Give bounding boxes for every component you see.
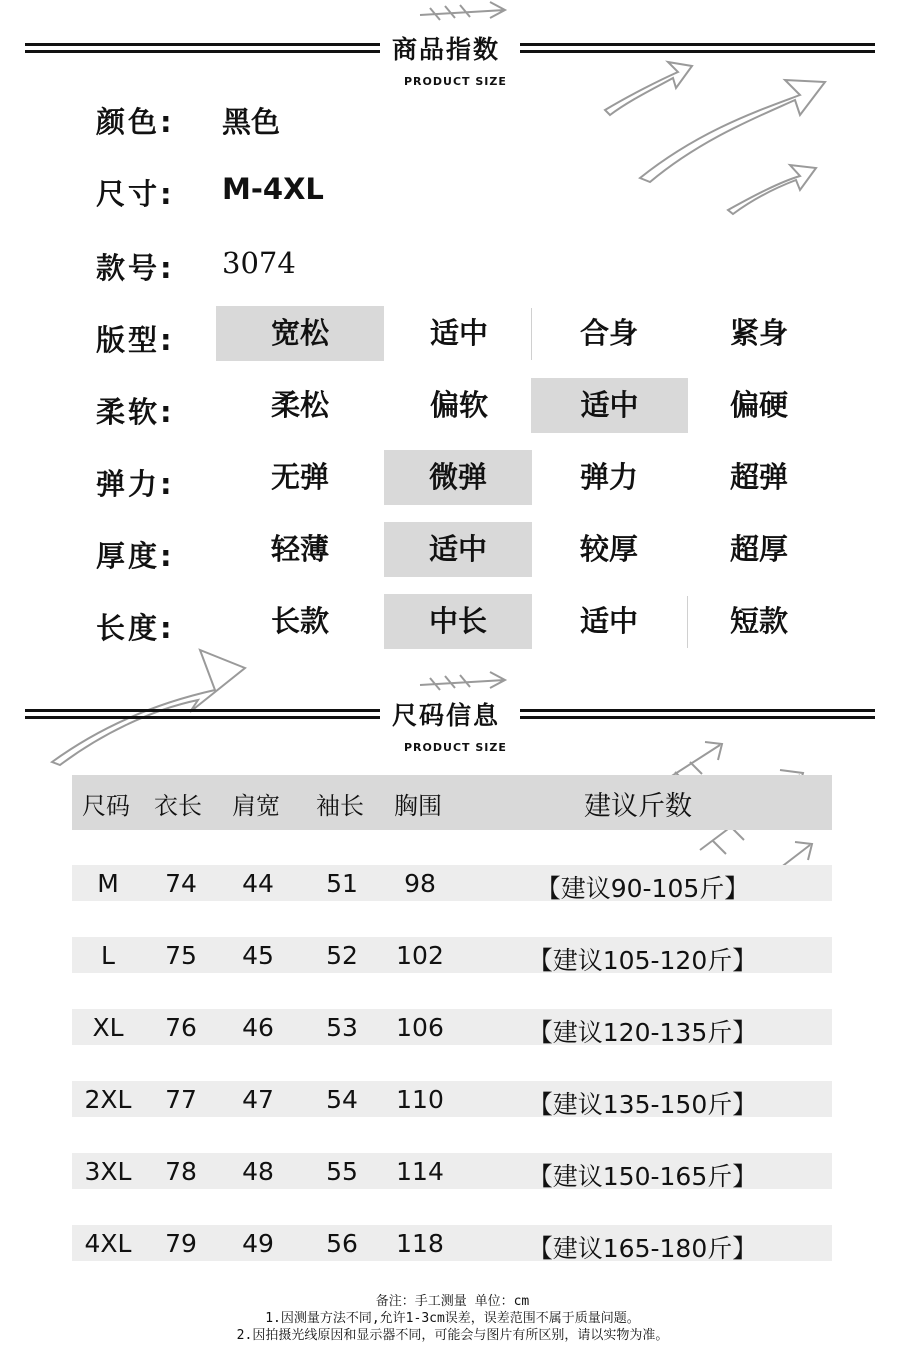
table-cell: 45	[242, 941, 274, 970]
footer-note-2: 2.因拍摄光线原因和显示器不同，可能会与图片有所区别，请以实物为准。	[236, 1328, 669, 1343]
header-line-left-top	[25, 709, 380, 712]
table-cell: 2XL	[84, 1085, 132, 1114]
rating-option: 合身	[579, 316, 638, 350]
th-weight: 建议斤数	[584, 791, 692, 822]
table-cell: 77	[165, 1085, 197, 1114]
rating-option: 短款	[729, 604, 788, 638]
header-line-left-bottom	[25, 50, 380, 53]
table-cell: 52	[326, 941, 358, 970]
th-length: 衣长	[154, 792, 202, 820]
table-cell: 3XL	[84, 1157, 132, 1186]
table-cell: 56	[326, 1229, 358, 1258]
section-title-product-index: 商品指数	[392, 35, 501, 64]
section-title-size-info: 尺码信息	[392, 701, 501, 730]
rating-option: 适中	[429, 316, 488, 350]
table-cell: 【建议105-120斤】	[527, 946, 758, 975]
table-cell: 98	[404, 869, 436, 898]
header-line-left-bottom	[25, 716, 380, 719]
table-cell: 49	[242, 1229, 274, 1258]
header-line-left-top	[25, 43, 380, 46]
rating-option: 较厚	[579, 532, 638, 566]
rating-option-selected: 宽松	[216, 306, 384, 361]
spec-label-size: 尺寸:	[96, 177, 175, 211]
table-cell: 48	[242, 1157, 274, 1186]
table-cell: 46	[242, 1013, 274, 1042]
table-cell: 【建议90-105斤】	[535, 874, 750, 903]
rating-option: 超弹	[729, 460, 788, 494]
table-cell: 102	[396, 941, 444, 970]
table-cell: XL	[92, 1013, 124, 1042]
table-cell: 79	[165, 1229, 197, 1258]
spec-label-color: 颜色:	[96, 105, 175, 139]
th-sleeve: 袖长	[316, 792, 364, 820]
table-cell: 110	[396, 1085, 444, 1114]
rating-divider	[531, 308, 532, 360]
rating-option: 长款	[270, 604, 329, 638]
header-line-right-top	[520, 43, 875, 46]
table-cell: 106	[396, 1013, 444, 1042]
table-cell: 【建议120-135斤】	[527, 1018, 758, 1047]
rating-label-elasticity: 弹力:	[96, 467, 175, 501]
rating-option: 偏软	[429, 388, 488, 422]
header-line-right-top	[520, 709, 875, 712]
table-cell: 【建议150-165斤】	[527, 1162, 758, 1191]
spec-value-size: M-4XL	[222, 172, 324, 206]
spec-label-style-no: 款号:	[96, 251, 175, 285]
table-cell: 74	[165, 869, 197, 898]
rating-option: 柔松	[270, 388, 329, 422]
table-cell: 44	[242, 869, 274, 898]
rating-option: 适中	[579, 604, 638, 638]
rating-label-length: 长度:	[96, 611, 175, 645]
th-size: 尺码	[82, 792, 130, 820]
rating-option: 偏硬	[729, 388, 788, 422]
rating-option: 紧身	[729, 316, 788, 350]
table-cell: 114	[396, 1157, 444, 1186]
table-cell: 【建议135-150斤】	[527, 1090, 758, 1119]
rating-option-selected: 微弹	[384, 450, 532, 505]
header-line-right-bottom	[520, 716, 875, 719]
table-cell: 51	[326, 869, 358, 898]
footer-note-1: 1.因测量方法不同,允许1-3cm误差，误差范围不属于质量问题。	[265, 1311, 640, 1326]
spec-value-style-no: 3074	[222, 246, 296, 280]
table-cell: M	[97, 869, 119, 898]
rating-option-selected: 适中	[531, 378, 688, 433]
table-cell: 54	[326, 1085, 358, 1114]
rating-option-selected: 适中	[384, 522, 532, 577]
table-cell: 76	[165, 1013, 197, 1042]
rating-label-thickness: 厚度:	[96, 539, 175, 573]
section-subtitle: PRODUCT SIZE	[404, 75, 507, 88]
footer-note-title: 备注：手工测量 单位：cm	[375, 1294, 530, 1309]
table-cell: 4XL	[84, 1229, 132, 1258]
rating-option: 弹力	[579, 460, 638, 494]
th-shoulder: 肩宽	[232, 792, 280, 820]
th-chest: 胸围	[394, 792, 442, 820]
spec-value-color: 黑色	[222, 105, 281, 139]
rating-option: 无弹	[270, 460, 329, 494]
rating-option-selected: 中长	[384, 594, 532, 649]
table-cell: 47	[242, 1085, 274, 1114]
header-line-right-bottom	[520, 50, 875, 53]
table-cell: 78	[165, 1157, 197, 1186]
table-cell: 118	[396, 1229, 444, 1258]
table-cell: 53	[326, 1013, 358, 1042]
table-cell: L	[101, 941, 115, 970]
table-cell: 55	[326, 1157, 358, 1186]
section-subtitle: PRODUCT SIZE	[404, 741, 507, 754]
table-cell: 75	[165, 941, 197, 970]
rating-label-softness: 柔软:	[96, 395, 175, 429]
table-cell: 【建议165-180斤】	[527, 1234, 758, 1263]
rating-label-fit: 版型:	[96, 323, 175, 357]
rating-option: 超厚	[729, 532, 788, 566]
rating-option: 轻薄	[270, 532, 329, 566]
